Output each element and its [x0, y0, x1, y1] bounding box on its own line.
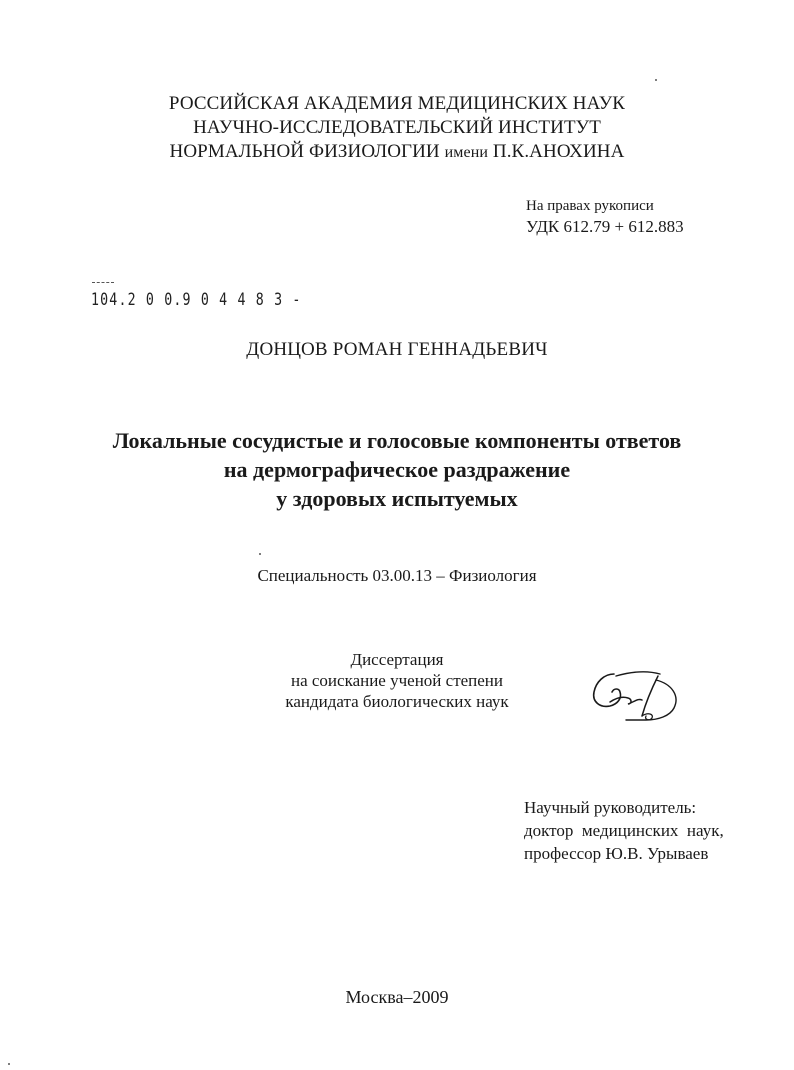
supervisor-block: [524, 796, 724, 865]
handwritten-signature: [586, 668, 682, 724]
scan-speck: [655, 79, 657, 81]
thesis-title: [0, 426, 794, 513]
city-year: Москва–2009: [345, 987, 449, 1007]
institution-line-2: НАУЧНО-ИССЛЕДОВАТЕЛЬСКИЙ ИНСТИТУТ: [193, 117, 601, 138]
scan-speck: [8, 1063, 10, 1065]
library-stamp-number: 104.2 0 0.9 0 4 4 8 3 -: [91, 290, 302, 310]
institution-line-3: [0, 140, 794, 165]
supervisor-line-2: доктор медицинских наук,: [524, 821, 724, 840]
supervisor-line-3: профессор Ю.В. Урываев: [524, 844, 709, 863]
title-line-1: Локальные сосудистые и голосовые компоненты ответов: [112, 428, 682, 453]
supervisor-line-1: Научный руководитель:: [524, 798, 697, 817]
institution-line-3-small: имени: [444, 144, 489, 161]
title-line-2: на дермографическое раздражение: [223, 457, 571, 482]
title-line-3: у здоровых испытуемых: [276, 486, 518, 511]
institution-header: [0, 92, 794, 165]
udk-code: УДК 612.79 + 612.883: [526, 217, 684, 236]
stamp-ticks: [92, 282, 114, 287]
dissertation-line-3: кандидата биологических наук: [285, 692, 509, 711]
institution-line-3-end: П.К.АНОХИНА: [492, 141, 625, 162]
dissertation-line-2: на соискание ученой степени: [290, 671, 504, 690]
specialty-line: Специальность 03.00.13 – Физиология: [257, 566, 537, 585]
scan-speck: [259, 553, 261, 555]
manuscript-rights-label: На правах рукописи: [526, 198, 654, 214]
dissertation-line-1: Диссертация: [350, 650, 444, 669]
author-name: ДОНЦОВ РОМАН ГЕННАДЬЕВИЧ: [246, 339, 548, 360]
institution-line-1: РОССИЙСКАЯ АКАДЕМИЯ МЕДИЦИНСКИХ НАУК: [168, 93, 626, 114]
institution-line-3-main: НОРМАЛЬНОЙ ФИЗИОЛОГИИ: [169, 141, 440, 162]
